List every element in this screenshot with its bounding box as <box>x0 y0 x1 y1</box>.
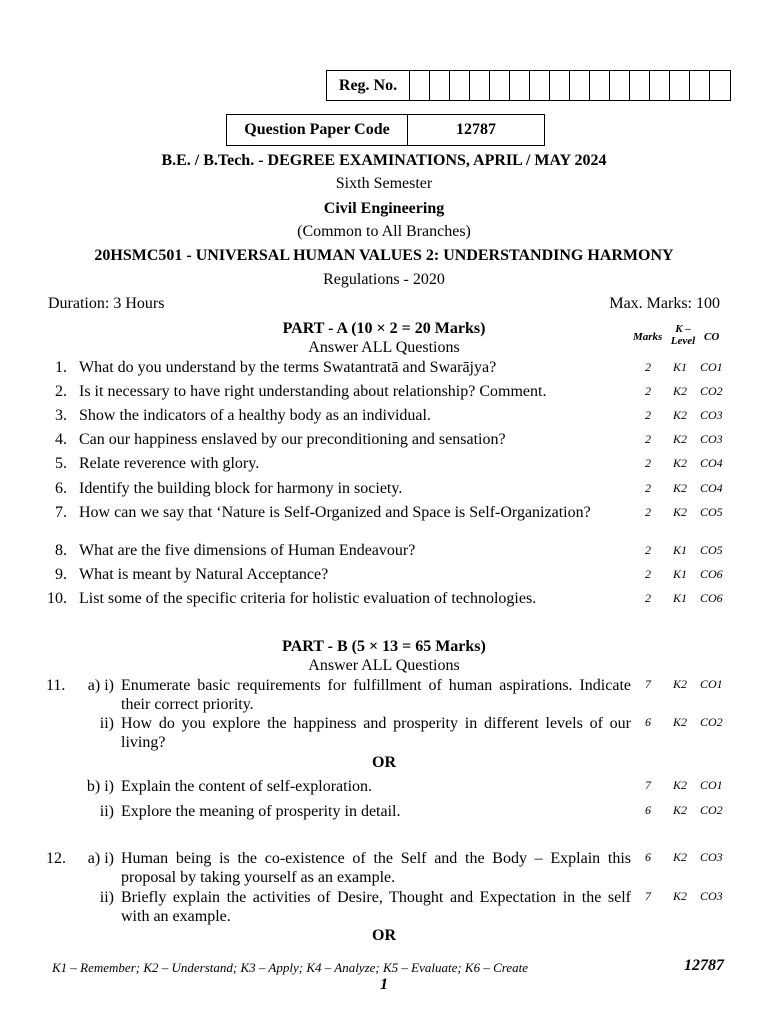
question-number: 6. <box>55 480 67 497</box>
question-k-level: K2 <box>673 677 688 691</box>
question-number: 2. <box>55 383 67 400</box>
question-number: 10. <box>47 590 67 607</box>
question-marks: 2 <box>645 567 651 581</box>
question-part-label: a) i) <box>87 850 114 867</box>
reg-no-label: Reg. No. <box>327 71 410 100</box>
footer-paper-code: 12787 <box>684 957 724 974</box>
question-k-level: K2 <box>673 456 688 470</box>
question-part-label: ii) <box>99 803 114 820</box>
question-text: How do you explore the happiness and prosperity in different levels of our living? <box>121 715 631 751</box>
reg-no-cell <box>530 71 550 100</box>
question-co: CO3 <box>700 432 723 446</box>
part-b-instruction: Answer ALL Questions <box>308 657 460 674</box>
k-level-legend: K1 – Remember; K2 – Understand; K3 – Apply; K4 – Analyze; K5 – Evaluate; K6 – Create <box>52 960 529 975</box>
course-title: 20HSMC501 - UNIVERSAL HUMAN VALUES 2: UNDERSTANDING HARMONY <box>94 247 674 264</box>
reg-no-cell <box>510 71 530 100</box>
question-text: Relate reverence with glory. <box>79 455 260 472</box>
question-text: List some of the specific criteria for holistic evaluation of technologies. <box>79 590 537 607</box>
question-marks: 2 <box>645 591 651 605</box>
reg-no-box <box>326 70 731 101</box>
question-marks: 2 <box>645 505 651 519</box>
qp-code-value: 12787 <box>456 121 496 138</box>
question-marks: 2 <box>645 481 651 495</box>
reg-no-cell <box>670 71 690 100</box>
question-co: CO3 <box>700 850 723 864</box>
question-number: 12. <box>46 850 66 867</box>
question-k-level: K2 <box>673 432 688 446</box>
question-text: Explain the content of self-exploration. <box>121 778 373 795</box>
question-number: 9. <box>55 566 67 583</box>
question-k-level: K2 <box>673 850 688 864</box>
question-number: 5. <box>55 455 67 472</box>
question-k-level: K2 <box>673 803 688 817</box>
question-part-label: ii) <box>99 715 114 732</box>
question-text: What do you understand by the terms Swatantratā and Swarājya? <box>79 359 497 376</box>
or-separator: OR <box>372 927 396 944</box>
question-marks: 2 <box>645 543 651 557</box>
max-marks: Max. Marks: 100 <box>609 295 720 312</box>
reg-no-cell <box>710 71 730 100</box>
question-k-level: K2 <box>673 778 688 792</box>
question-text: How can we say that ‘Nature is Self-Organized and Space is Self-Organization? <box>79 504 591 521</box>
question-k-level: K2 <box>673 715 688 729</box>
common-note: (Common to All Branches) <box>297 223 471 240</box>
question-k-level: K2 <box>673 889 688 903</box>
question-co: CO2 <box>700 803 723 817</box>
reg-no-cell <box>450 71 470 100</box>
question-text: Show the indicators of a healthy body as an individual. <box>79 407 431 424</box>
question-k-level: K2 <box>673 408 688 422</box>
part-a-instruction: Answer ALL Questions <box>308 339 460 356</box>
question-co: CO3 <box>700 408 723 422</box>
question-k-level: K2 <box>673 384 688 398</box>
marks-column-header: Marks <box>633 331 663 343</box>
question-co: CO2 <box>700 715 723 729</box>
reg-no-cell <box>690 71 710 100</box>
branch: Civil Engineering <box>323 200 445 217</box>
k-level-column-header: K – Level <box>670 323 696 347</box>
question-number: 8. <box>55 542 67 559</box>
question-k-level: K1 <box>673 543 688 557</box>
question-paper-code-box <box>226 114 545 146</box>
reg-no-cell <box>570 71 590 100</box>
question-k-level: K2 <box>673 505 688 519</box>
question-marks: 6 <box>645 715 651 729</box>
question-co: CO4 <box>700 481 723 495</box>
duration: Duration: 3 Hours <box>48 295 165 312</box>
question-text: What are the five dimensions of Human Endeavour? <box>79 542 416 559</box>
question-marks: 6 <box>645 803 651 817</box>
reg-no-cell <box>410 71 430 100</box>
question-text: Can our happiness enslaved by our preconditioning and sensation? <box>79 431 506 448</box>
question-k-level: K1 <box>673 360 688 374</box>
question-co: CO1 <box>700 677 723 691</box>
reg-no-cell <box>470 71 490 100</box>
reg-no-cell <box>650 71 670 100</box>
question-number: 3. <box>55 407 67 424</box>
exam-title: B.E. / B.Tech. - DEGREE EXAMINATIONS, APRIL / MAY 2024 <box>161 152 607 169</box>
reg-no-cell <box>590 71 610 100</box>
question-marks: 6 <box>645 850 651 864</box>
question-k-level: K1 <box>673 591 688 605</box>
question-part-label: b) i) <box>86 778 114 795</box>
question-text: What is meant by Natural Acceptance? <box>79 566 329 583</box>
reg-no-cell <box>430 71 450 100</box>
part-b-title: PART - B (5 × 13 = 65 Marks) <box>282 638 486 655</box>
question-marks: 2 <box>645 384 651 398</box>
question-text: Identify the building block for harmony in society. <box>79 480 403 497</box>
question-marks: 7 <box>645 889 651 903</box>
question-marks: 2 <box>645 408 651 422</box>
question-text: Explore the meaning of prosperity in detail. <box>121 803 401 820</box>
question-number: 7. <box>55 504 67 521</box>
part-a-title: PART - A (10 × 2 = 20 Marks) <box>282 320 486 337</box>
question-co: CO6 <box>700 567 723 581</box>
question-text: Enumerate basic requirements for fulfillment of human aspirations. Indicate their correct priority. <box>121 677 631 713</box>
or-separator: OR <box>372 754 396 771</box>
regulations: Regulations - 2020 <box>323 271 445 288</box>
reg-no-cell <box>490 71 510 100</box>
question-text: Human being is the co-existence of the Self and the Body – Explain this proposal by taking yourself as an example. <box>121 850 631 886</box>
question-marks: 2 <box>645 456 651 470</box>
question-co: CO1 <box>700 778 723 792</box>
question-number: 1. <box>55 359 67 376</box>
question-marks: 2 <box>645 432 651 446</box>
reg-no-cell <box>630 71 650 100</box>
page-number: 1 <box>380 976 388 993</box>
question-co: CO6 <box>700 591 723 605</box>
question-marks: 7 <box>645 778 651 792</box>
question-number: 4. <box>55 431 67 448</box>
reg-no-cell <box>610 71 630 100</box>
reg-no-cell <box>550 71 570 100</box>
question-co: CO1 <box>700 360 723 374</box>
question-text: Is it necessary to have right understanding about relationship? Comment. <box>79 383 547 400</box>
question-co: CO2 <box>700 384 723 398</box>
co-column-header: CO <box>704 331 720 343</box>
question-k-level: K2 <box>673 481 688 495</box>
question-co: CO5 <box>700 505 723 519</box>
question-marks: 7 <box>645 677 651 691</box>
question-text: Briefly explain the activities of Desire, Thought and Expectation in the self with an example. <box>121 889 631 925</box>
question-number: 11. <box>46 677 66 694</box>
question-co: CO5 <box>700 543 723 557</box>
question-part-label: a) i) <box>87 677 114 694</box>
question-part-label: ii) <box>99 889 114 906</box>
question-marks: 2 <box>645 360 651 374</box>
question-co: CO3 <box>700 889 723 903</box>
question-co: CO4 <box>700 456 723 470</box>
question-k-level: K1 <box>673 567 688 581</box>
qp-code-label: Question Paper Code <box>227 115 408 145</box>
semester: Sixth Semester <box>335 175 433 192</box>
